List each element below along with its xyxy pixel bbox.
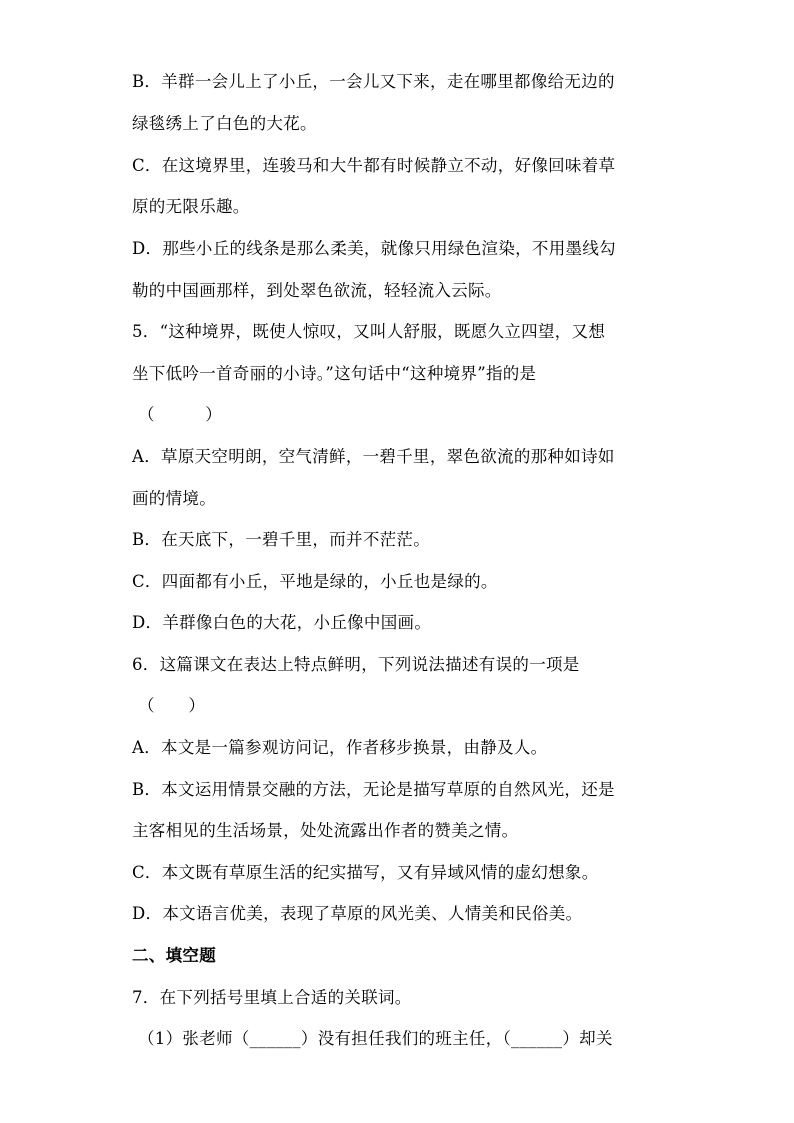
question-5-line2: 坐下低吟一首奇丽的小诗。”这句话中“这种境界”指的是: [132, 364, 537, 383]
option-b-q4-line1: B．羊群一会儿上了小丘，一会儿又下来，走在哪里都像给无边的: [132, 72, 615, 91]
question-7-line1: 7．在下列括号里填上合适的关联词。: [132, 988, 412, 1007]
option-a-q5-line1: A．草原天空明朗，空气清鲜，一碧千里，翠色欲流的那种如诗如: [132, 447, 615, 466]
question-7-item-1: （1）张老师（______）没有担任我们的班主任，（______）却关: [138, 1029, 613, 1048]
option-d-q4-line1: D．那些小丘的线条是那么柔美，就像只用绿色渲染，不用墨线勾: [132, 239, 616, 258]
question-5-answer-blank: （ ）: [138, 405, 222, 424]
section-heading-fill-blank: 二、填空题: [132, 946, 216, 965]
option-c-q5: C．四面都有小丘，平地是绿的，小丘也是绿的。: [132, 572, 498, 591]
option-d-q4-line2: 勒的中国画那样，到处翠色欲流，轻轻流入云际。: [132, 281, 502, 300]
question-6-answer-blank: （ ）: [138, 696, 206, 715]
option-d-q6: D．本文语言优美，表现了草原的风光美、人情美和民俗美。: [132, 904, 583, 923]
option-d-q5: D．羊群像白色的大花，小丘像中国画。: [132, 613, 432, 632]
question-5-line1: 5．“这种境界，既使人惊叹，又叫人舒服，既愿久立四望，又想: [132, 322, 606, 341]
option-a-q5-line2: 画的情境。: [132, 489, 216, 508]
option-c-q4-line1: C．在这境界里，连骏马和大牛都有时候静立不动，好像回味着草: [132, 156, 616, 175]
option-b-q5: B．在天底下，一碧千里，而并不茫茫。: [132, 530, 431, 549]
option-a-q6: A．本文是一篇参观访问记，作者移步换景，由静及人。: [132, 738, 548, 757]
option-b-q6-line1: B．本文运用情景交融的方法，无论是描写草原的自然风光，还是: [132, 780, 615, 799]
option-b-q6-line2: 主客相见的生活场景，处处流露出作者的赞美之情。: [132, 821, 519, 840]
option-c-q6: C．本文既有草原生活的纪实描写，又有异域风情的虚幻想象。: [132, 863, 599, 882]
option-c-q4-line2: 原的无限乐趣。: [132, 197, 250, 216]
option-b-q4-line2: 绿毯绣上了白色的大花。: [132, 114, 317, 133]
question-6-line1: 6．这篇课文在表达上特点鲜明，下列说法描述有误的一项是: [132, 655, 580, 674]
